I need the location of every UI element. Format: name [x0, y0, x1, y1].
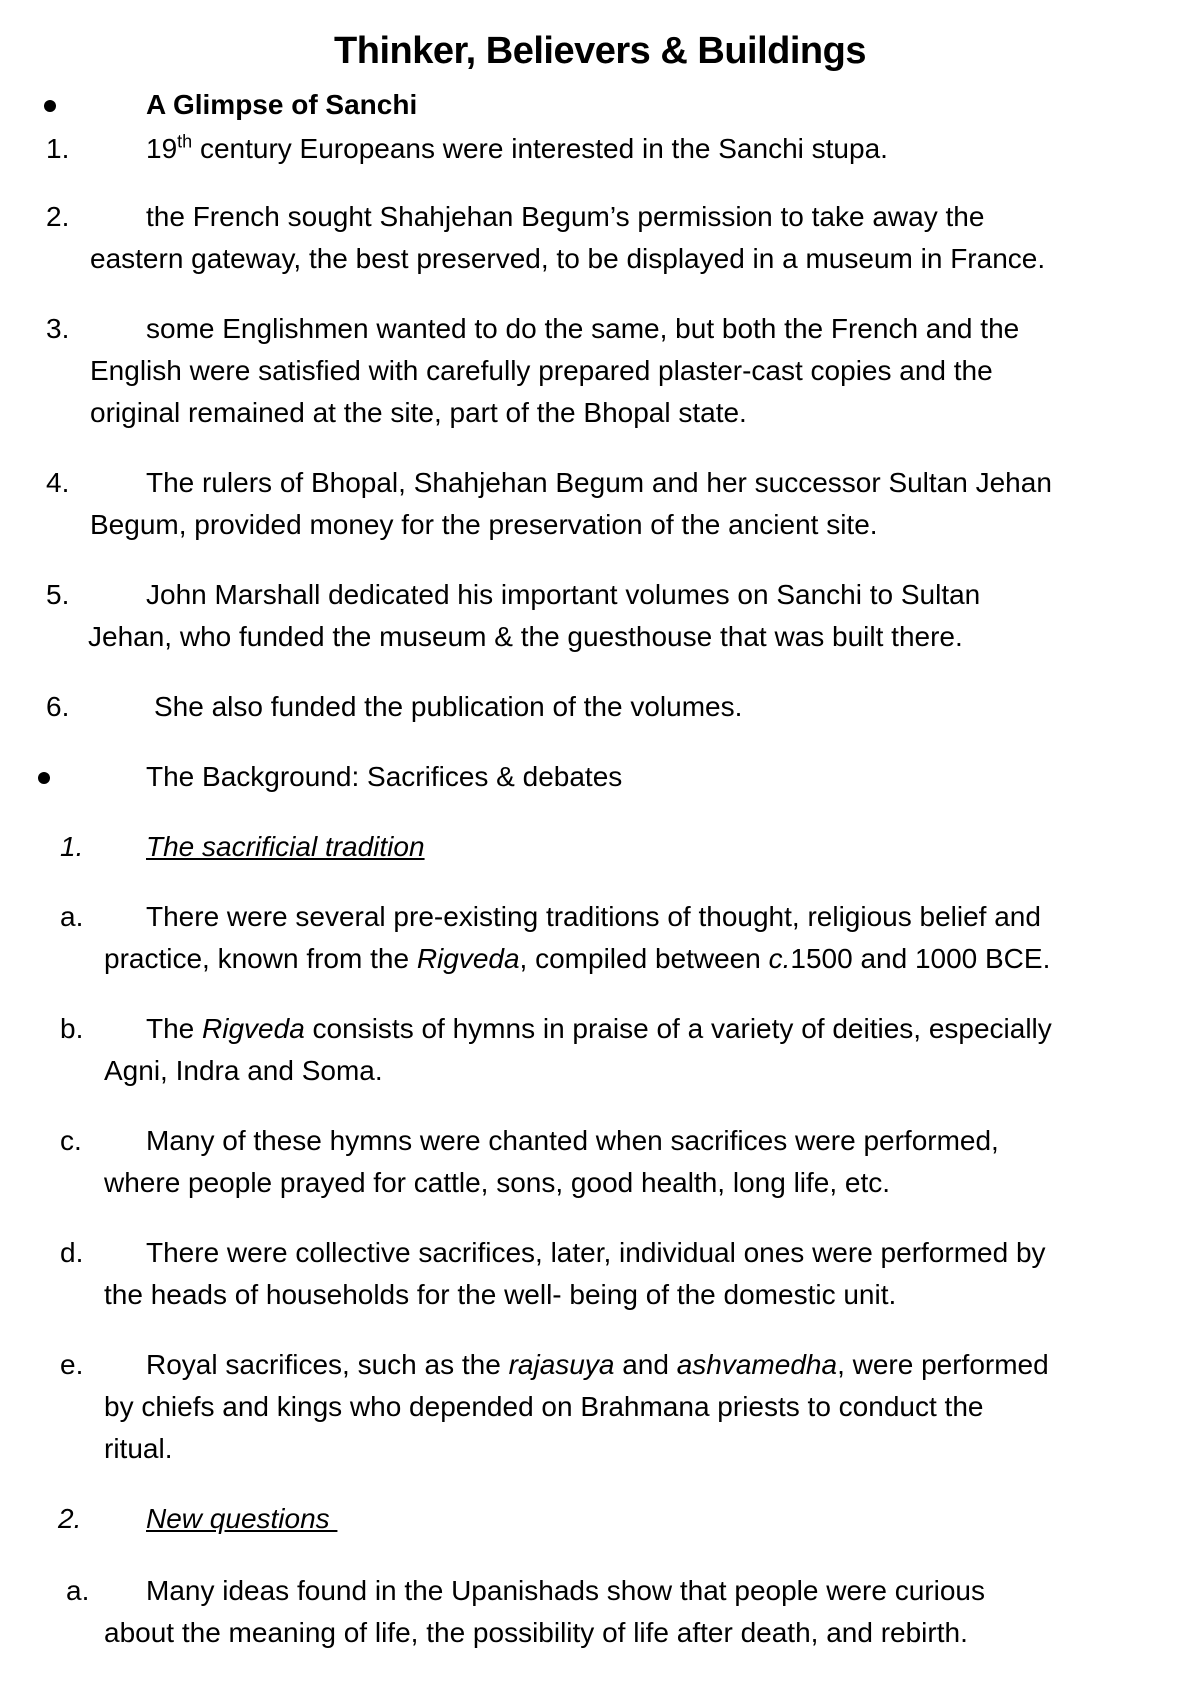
list-number: 6. [46, 691, 70, 722]
list-item-text: English were satisfied with carefully prepared plaster-cast copies and the [90, 355, 993, 386]
bullet-icon [44, 100, 56, 112]
list-item-text: the heads of households for the well- being of the domestic unit. [104, 1279, 897, 1310]
subsection-number: 1. [60, 831, 84, 862]
list-item-text: There were several pre-existing traditions of thought, religious belief and [146, 901, 1041, 932]
bullet-icon [38, 772, 50, 784]
list-item-text: practice, known from the Rigveda, compiled between c.1500 and 1000 BCE. [104, 943, 1051, 974]
list-letter: d. [60, 1237, 84, 1268]
superscript: th [177, 131, 193, 152]
list-number: 3. [46, 313, 70, 344]
list-item-text: 19th century Europeans were interested in the Sanchi stupa. [146, 131, 888, 164]
list-item-text: ritual. [104, 1433, 173, 1464]
subsection-heading: New questions [146, 1503, 338, 1534]
list-number: 5. [46, 579, 70, 610]
list-letter: a. [66, 1575, 90, 1606]
list-item-text: Agni, Indra and Soma. [104, 1055, 383, 1086]
list-item-text: eastern gateway, the best preserved, to be displayed in a museum in France. [90, 243, 1046, 274]
page-title: Thinker, Believers & Buildings [334, 30, 866, 72]
list-letter: a. [60, 901, 84, 932]
list-item-text: The Rigveda consists of hymns in praise of a variety of deities, especially [146, 1013, 1052, 1044]
list-number: 4. [46, 467, 70, 498]
section-heading: A Glimpse of Sanchi [146, 89, 418, 120]
list-item-text: where people prayed for cattle, sons, good health, long life, etc. [104, 1167, 891, 1198]
list-item-text: Begum, provided money for the preservation of the ancient site. [90, 509, 878, 540]
list-item-text: Royal sacrifices, such as the rajasuya and ashvamedha, were performed [146, 1349, 1049, 1380]
list-item-text: by chiefs and kings who depended on Brahmana priests to conduct the [104, 1391, 984, 1422]
list-letter: e. [60, 1349, 84, 1380]
section-heading: The Background: Sacrifices & debates [146, 761, 623, 792]
list-letter: c. [60, 1125, 82, 1156]
list-item-text: There were collective sacrifices, later, individual ones were performed by [146, 1237, 1046, 1268]
list-item-text: Many of these hymns were chanted when sacrifices were performed, [146, 1125, 999, 1156]
list-item-text: Jehan, who funded the museum & the guesthouse that was built there. [88, 621, 963, 652]
list-item-text: some Englishmen wanted to do the same, but both the French and the [146, 313, 1020, 344]
list-number: 2. [46, 201, 70, 232]
list-item-text: the French sought Shahjehan Begum’s permission to take away the [146, 201, 985, 232]
subsection-number: 2. [58, 1503, 82, 1534]
list-letter: b. [60, 1013, 84, 1044]
list-item-text: She also funded the publication of the volumes. [154, 691, 743, 722]
list-item-text: about the meaning of life, the possibility of life after death, and rebirth. [104, 1617, 968, 1648]
list-item-text: John Marshall dedicated his important volumes on Sanchi to Sultan [146, 579, 981, 610]
list-item-text: original remained at the site, part of the Bhopal state. [90, 397, 747, 428]
subsection-heading: The sacrificial tradition [146, 831, 425, 862]
list-item-text: The rulers of Bhopal, Shahjehan Begum and her successor Sultan Jehan [146, 467, 1052, 498]
list-item-text: Many ideas found in the Upanishads show that people were curious [146, 1575, 985, 1606]
list-number: 1. [46, 133, 70, 164]
